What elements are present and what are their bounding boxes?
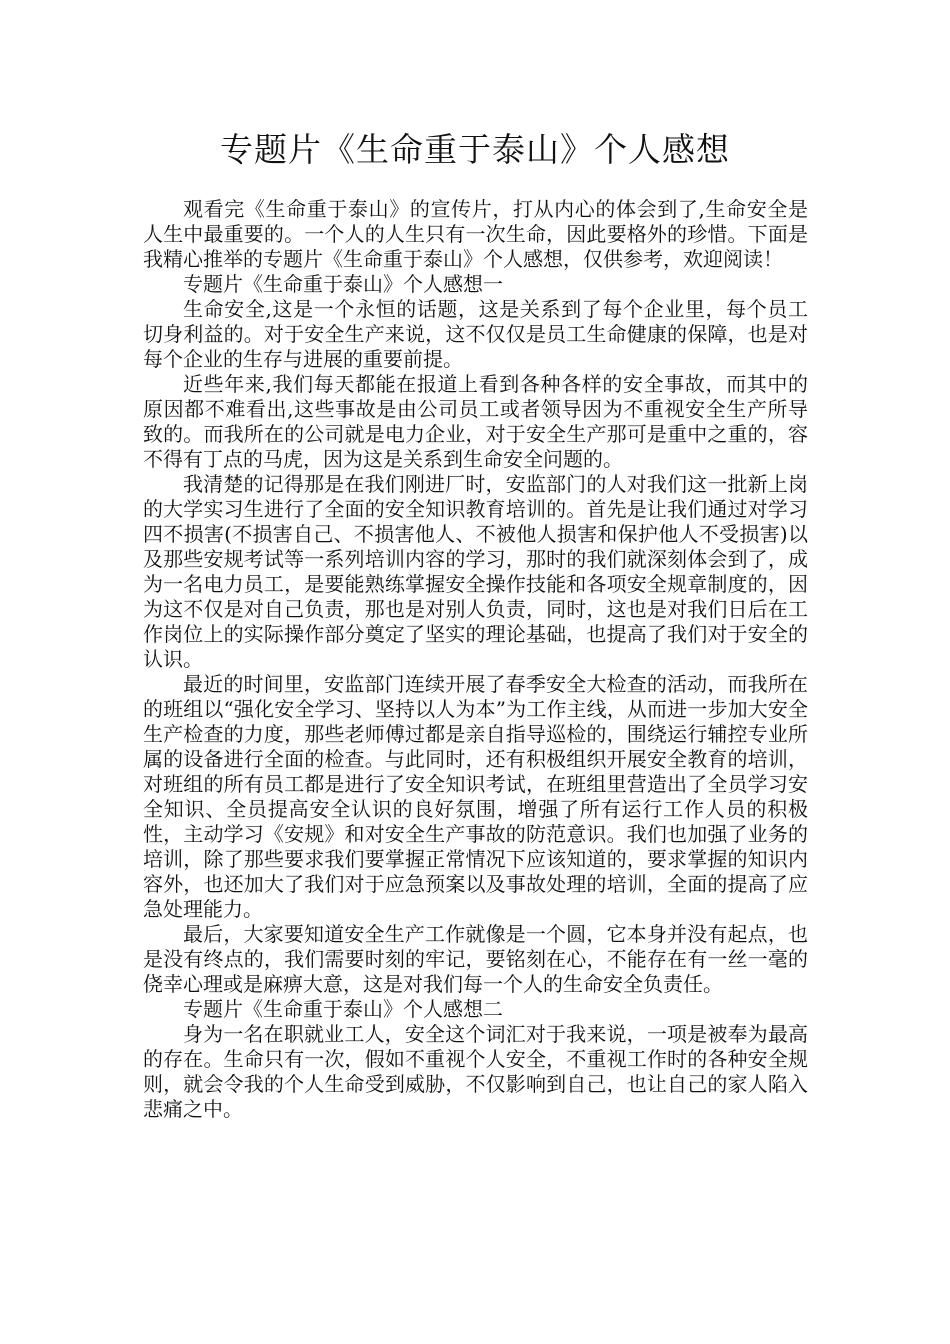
- body-paragraph: 近些年来,我们每天都能在报道上看到各种各样的安全事故，而其中的原因都不难看出,这些事故是由公司员工或者领导因为不重视安全生产所导致的。而我所在的公司就是电力企业，对于安全生产那可是重中之重的，容不得有丁点的马虎，因为这是关系到生命安全问题的。: [143, 372, 808, 471]
- body-paragraph: 身为一名在职就业工人，安全这个词汇对于我来说，一项是被奉为最高的存在。生命只有一次，假如不重视个人安全，不重视工作时的各种安全规则，就会令我的个人生命受到威胁，不仅影响到自己，也让自己的家人陷入悲痛之中。: [143, 1022, 808, 1121]
- intro-paragraph: 观看完《生命重于泰山》的宣传片，打从内心的体会到了,生命安全是人生中最重要的。一个人的人生只有一次生命，因此要格外的珍惜。下面是我精心推举的专题片《生命重于泰山》个人感想，仅供参考，欢迎阅读！: [143, 197, 808, 271]
- body-paragraph: 最后，大家要知道安全生产工作就像是一个圆，它本身并没有起点，也是没有终点的，我们需要时刻的牢记，要铭刻在心，不能存在有一丝一毫的侥幸心理或是麻痹大意，这是对我们每一个人的生命安全负责任。: [143, 922, 808, 996]
- section-heading-two: 专题片《生命重于泰山》个人感想二: [183, 997, 503, 1021]
- document-title: 专题片《生命重于泰山》个人感想: [220, 130, 730, 169]
- document-body: [143, 197, 808, 1122]
- section-heading-one: 专题片《生命重于泰山》个人感想一: [183, 272, 503, 296]
- body-paragraph: 生命安全,这是一个永恒的话题，这是关系到了每个企业里，每个员工切身利益的。对于安全生产来说，这不仅仅是员工生命健康的保障，也是对每个企业的生存与进展的重要前提。: [143, 297, 808, 371]
- body-paragraph: 最近的时间里，安监部门连续开展了春季安全大检查的活动，而我所在的班组以“强化安全学习、坚持以人为本”为工作主线，从而进一步加大安全生产检查的力度，那些老师傅过都是亲自指导巡检的，围绕运行辅控专业所属的设备进行全面的检查。与此同时，还有积极组织开展安全教育的培训，对班组的所有员工都是进行了安全知识考试，在班组里营造出了全员学习安全知识、全员提高安全认识的良好氛围，增强了所有运行工作人员的积极性，主动学习《安规》和对安全生产事故的防范意识。我们也加强了业务的培训，除了那些要求我们要掌握正常情况下应该知道的，要求掌握的知识内容外，也还加大了我们对于应急预案以及事故处理的培训，全面的提高了应急处理能力。: [143, 672, 808, 921]
- body-paragraph: 我清楚的记得那是在我们刚进厂时，安监部门的人对我们这一批新上岗的大学实习生进行了全面的安全知识教育培训的。首先是让我们通过对学习四不损害(不损害自己、不损害他人、不被他人损害和保护他人不受损害)以及那些安规考试等一系列培训内容的学习，那时的我们就深刻体会到了，成为一名电力员工，是要能熟练掌握安全操作技能和各项安全规章制度的，因为这不仅是对自己负责，那也是对别人负责，同时，这也是对我们日后在工作岗位上的实际操作部分奠定了坚实的理论基础，也提高了我们对于安全的认识。: [143, 472, 808, 671]
